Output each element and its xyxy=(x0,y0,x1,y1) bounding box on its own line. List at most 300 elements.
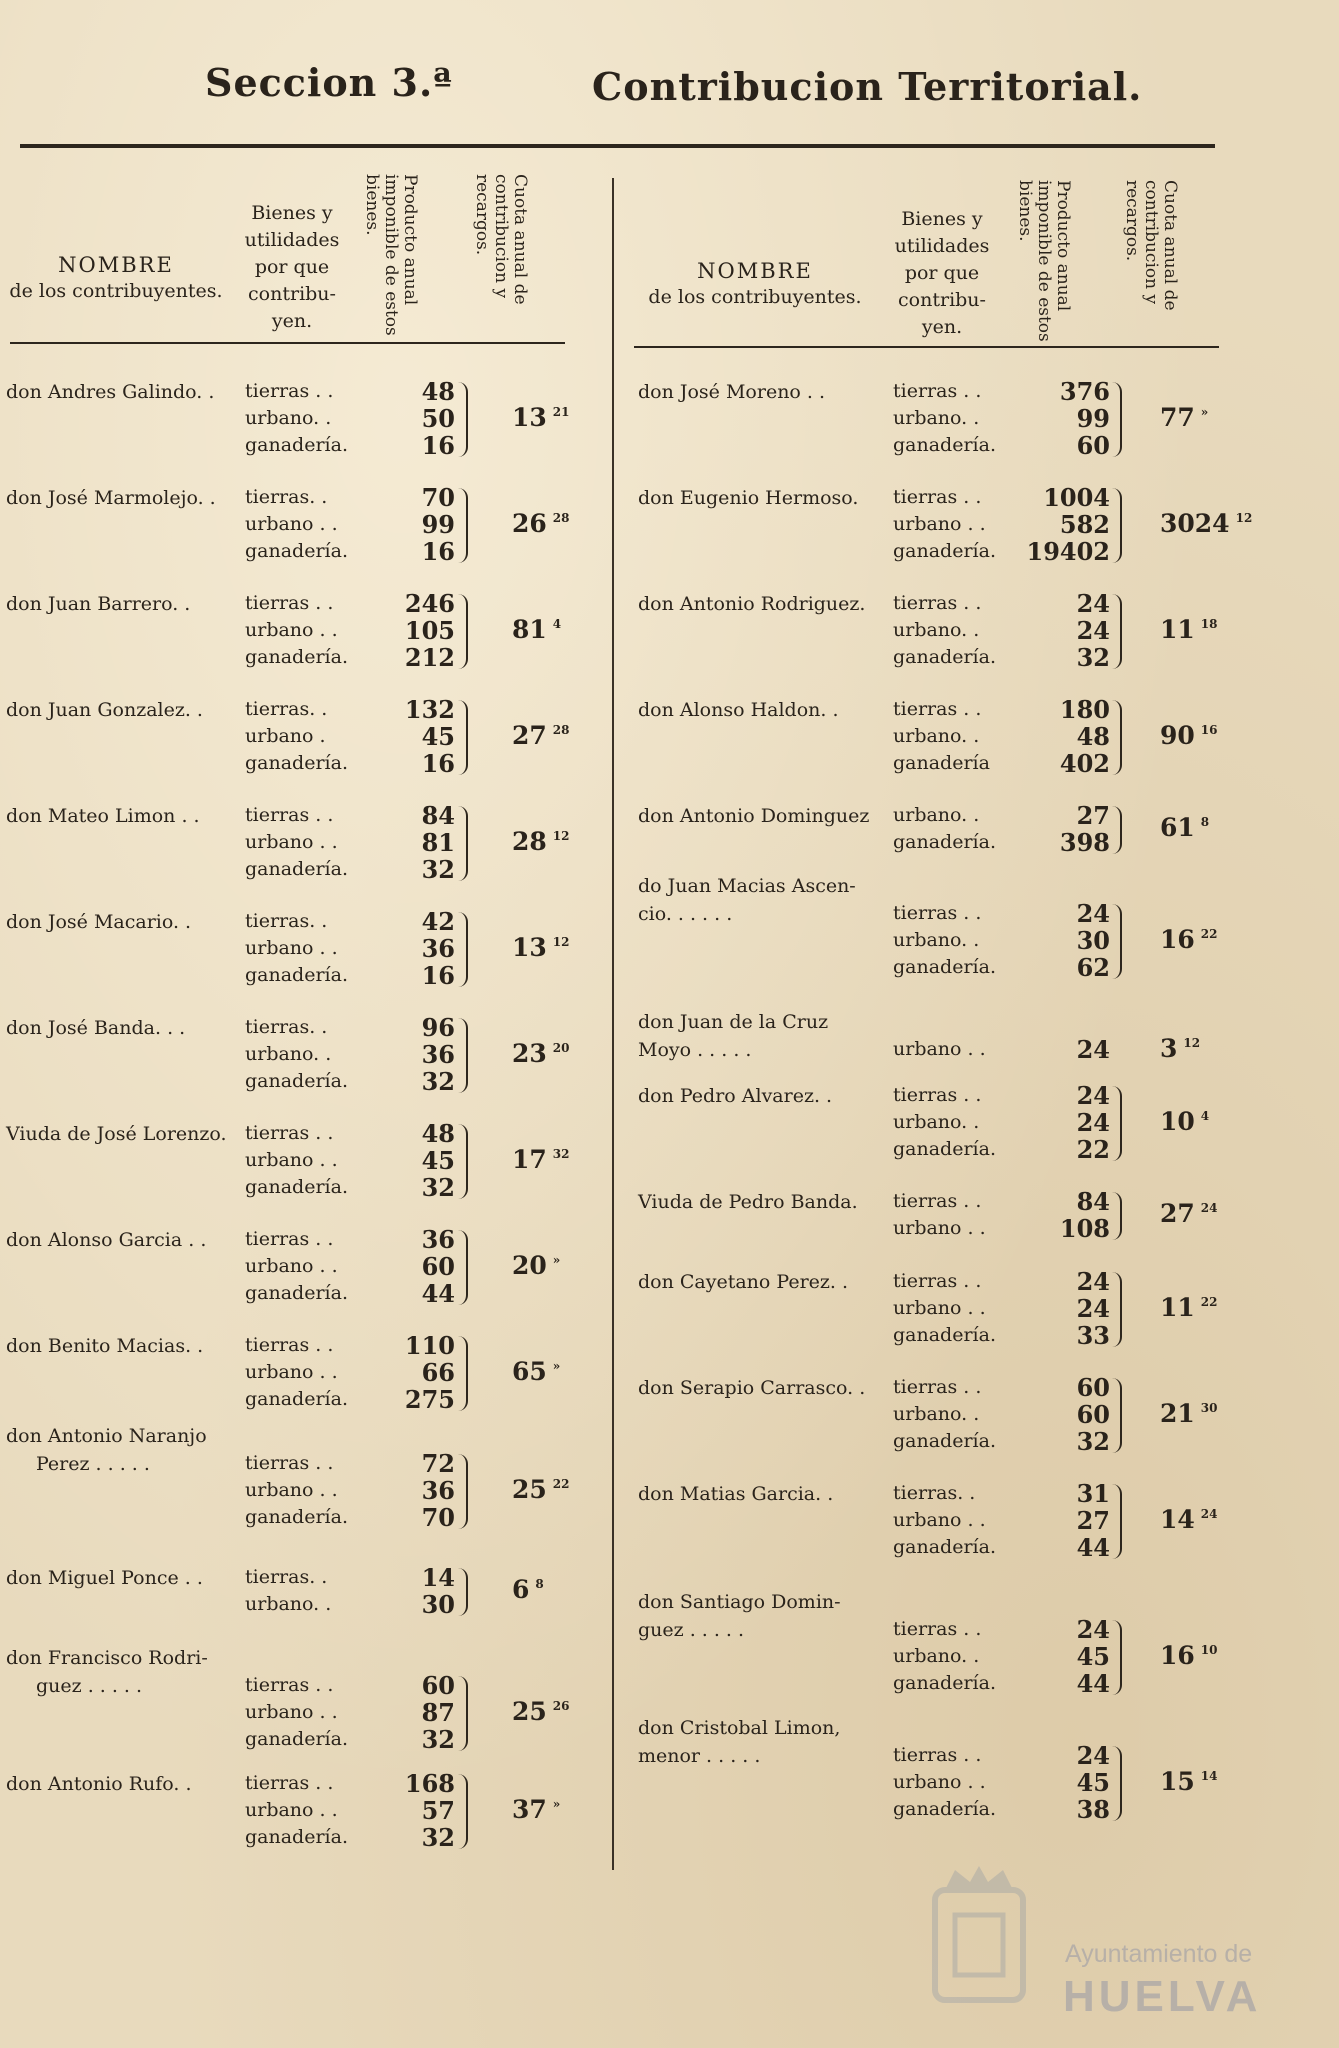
cuota-cents: 14 xyxy=(1200,1768,1218,1783)
bienes-item: urbano . . xyxy=(245,1255,338,1277)
cuota-anual xyxy=(1160,1641,1218,1670)
right-header-bienes xyxy=(886,206,998,341)
cuota-anual xyxy=(512,1475,570,1504)
cuota-anual xyxy=(1160,925,1218,954)
cuota-cents: 20 xyxy=(552,1040,570,1055)
contribuyente-name: don Antonio Dominguez xyxy=(638,805,870,827)
cuota-cents: 24 xyxy=(1200,1506,1218,1521)
bienes-item: urbano . . xyxy=(245,619,338,641)
producto-value: 398 xyxy=(1059,828,1110,857)
producto-values xyxy=(325,1332,455,1413)
contribuyente-name: don José Banda. . . xyxy=(6,1017,186,1039)
bienes-line: yen. xyxy=(921,316,963,338)
cuota-value: 3024 xyxy=(1160,508,1230,538)
top-rule xyxy=(20,144,1215,148)
grouping-brace xyxy=(458,1774,468,1849)
producto-value: 16 xyxy=(421,749,455,778)
bienes-item: ganadería. xyxy=(893,1138,996,1160)
cuota-anual xyxy=(1160,721,1218,750)
coat-of-arms-icon xyxy=(925,1860,1033,2010)
contribuyente-name: don Juan Barrero. . xyxy=(6,593,191,615)
cuota-value: 25 xyxy=(512,1474,547,1504)
producto-value: 24 xyxy=(1076,1267,1110,1296)
bienes-item: urbano. . xyxy=(245,1043,332,1065)
cuota-value: 6 xyxy=(512,1575,530,1604)
producto-value: 27 xyxy=(1076,1506,1110,1535)
producto-value: 30 xyxy=(421,1590,455,1619)
contribuyente-name: don Alonso Garcia . . xyxy=(6,1229,207,1251)
bienes-item: tierras . . xyxy=(893,902,982,924)
contribuyente-name: Viuda de Pedro Banda. xyxy=(638,1191,858,1213)
producto-values xyxy=(980,1188,1110,1242)
producto-value: 57 xyxy=(421,1796,455,1825)
grouping-brace xyxy=(458,700,468,775)
producto-value: 50 xyxy=(421,404,455,433)
bienes-item: ganadería. xyxy=(893,831,996,853)
producto-value: 38 xyxy=(1076,1795,1110,1824)
right-header-rule xyxy=(634,346,1219,348)
producto-value: 32 xyxy=(421,1067,455,1096)
producto-value: 168 xyxy=(404,1769,455,1798)
producto-values xyxy=(980,1480,1110,1561)
nombre-label: NOMBRE xyxy=(697,259,813,283)
cuota-value: 65 xyxy=(512,1356,547,1386)
producto-value: 60 xyxy=(1076,1373,1110,1402)
cuota-cents: 12 xyxy=(1235,510,1253,525)
producto-value: 132 xyxy=(404,695,455,724)
bienes-item: ganadería. xyxy=(893,434,996,456)
producto-value: 16 xyxy=(421,431,455,460)
producto-value: 99 xyxy=(1076,404,1110,433)
contribuyente-name: don José Marmolejo. . xyxy=(6,487,216,509)
producto-value: 70 xyxy=(421,1503,455,1532)
bienes-item: urbano. . xyxy=(893,929,980,951)
producto-value: 30 xyxy=(1076,926,1110,955)
cuota-anual xyxy=(1160,1293,1218,1322)
bienes-item: tierras . . xyxy=(893,1190,982,1212)
producto-value: 60 xyxy=(1076,431,1110,460)
contribuyente-name: don Santiago Domin- xyxy=(638,1591,841,1613)
grouping-brace xyxy=(458,1676,468,1751)
producto-values xyxy=(980,1742,1110,1823)
cuota-value: 27 xyxy=(1160,1199,1195,1228)
cuota-cents: » xyxy=(1200,404,1209,419)
producto-value: 582 xyxy=(1059,510,1110,539)
nombre-sublabel: de los contribuyentes. xyxy=(9,280,223,302)
grouping-brace xyxy=(1112,1272,1122,1347)
cuota-cents: 8 xyxy=(1200,815,1210,829)
bienes-item: ganadería xyxy=(893,752,990,774)
producto-value: 60 xyxy=(421,1671,455,1700)
producto-value: 36 xyxy=(421,1476,455,1505)
producto-value: 44 xyxy=(421,1279,455,1308)
cuota-cents: » xyxy=(552,1358,561,1373)
bienes-item: urbano. . xyxy=(893,1645,980,1667)
contribuyente-name: don Matias Garcia. . xyxy=(638,1483,834,1505)
producto-value: 31 xyxy=(1076,1479,1110,1508)
bienes-item: ganadería. xyxy=(893,1324,996,1346)
watermark-line2: HUELVA xyxy=(1063,1972,1262,2021)
producto-values xyxy=(325,1014,455,1095)
bienes-item: urbano . . xyxy=(245,831,338,853)
cuota-anual xyxy=(512,1039,570,1068)
cuota-value: 11 xyxy=(1160,1292,1195,1322)
cuota-value: 26 xyxy=(512,508,547,538)
section-heading: Seccion 3.ª xyxy=(205,60,453,105)
producto-values xyxy=(325,908,455,989)
left-header-producto: Producto anual imponible de estos bienes. xyxy=(362,174,420,336)
bienes-item: ganadería. xyxy=(893,1536,996,1558)
bienes-item: tierras . . xyxy=(245,1674,334,1696)
producto-value: 24 xyxy=(1076,1035,1110,1064)
bienes-item: tierras. . xyxy=(245,1566,328,1588)
grouping-brace xyxy=(458,806,468,881)
producto-values xyxy=(980,378,1110,459)
cuota-anual xyxy=(512,933,570,962)
contribuyente-name: don Pedro Alvarez. . xyxy=(638,1085,833,1107)
contribuyente-name: don Alonso Haldon. . xyxy=(638,699,839,721)
producto-value: 45 xyxy=(1076,1642,1110,1671)
producto-value: 275 xyxy=(404,1385,455,1414)
producto-value: 60 xyxy=(421,1252,455,1281)
grouping-brace xyxy=(458,594,468,669)
contribuyente-name-continued: guez . . . . . xyxy=(638,1619,745,1641)
bienes-item: urbano. . xyxy=(245,407,332,429)
producto-value: 24 xyxy=(1076,1294,1110,1323)
bienes-item: ganadería. xyxy=(245,646,348,668)
cuota-value: 81 xyxy=(512,614,547,644)
bienes-item: urbano . . xyxy=(893,513,986,535)
producto-values xyxy=(325,802,455,883)
bienes-item: tierras . . xyxy=(245,804,334,826)
bienes-item: urbano . . xyxy=(245,1701,338,1723)
bienes-item: ganadería. xyxy=(893,1430,996,1452)
bienes-item: ganadería. xyxy=(245,1070,348,1092)
cuota-anual xyxy=(512,1697,570,1726)
bienes-line: Bienes y xyxy=(901,208,983,230)
bienes-item: ganadería. xyxy=(893,646,996,668)
cuota-cents: » xyxy=(552,1252,561,1267)
cuota-value: 27 xyxy=(512,720,547,750)
bienes-item: ganadería. xyxy=(893,540,996,562)
producto-values xyxy=(325,590,455,671)
producto-values xyxy=(980,1268,1110,1349)
cuota-cents: 12 xyxy=(552,934,570,949)
grouping-brace xyxy=(458,1454,468,1529)
bienes-item: urbano . xyxy=(245,725,326,747)
cuota-anual xyxy=(1160,813,1209,842)
grouping-brace xyxy=(458,1336,468,1411)
bienes-item: urbano. . xyxy=(893,619,980,641)
bienes-line: por que xyxy=(904,262,980,284)
bienes-item: ganadería. xyxy=(245,540,348,562)
producto-value: 376 xyxy=(1059,377,1110,406)
bienes-item: urbano. . xyxy=(893,1403,980,1425)
cuota-value: 21 xyxy=(1160,1398,1195,1428)
grouping-brace xyxy=(1112,382,1122,457)
producto-values xyxy=(980,484,1110,565)
producto-values xyxy=(980,1374,1110,1455)
cuota-anual xyxy=(1160,1199,1218,1228)
bienes-item: ganadería. xyxy=(245,434,348,456)
nombre-sublabel: de los contribuyentes. xyxy=(648,286,862,308)
producto-value: 19402 xyxy=(1026,537,1110,566)
cuota-cents: 4 xyxy=(1200,1108,1210,1123)
bienes-item: tierras. . xyxy=(893,1482,976,1504)
producto-value: 60 xyxy=(1076,1400,1110,1429)
producto-value: 42 xyxy=(421,907,455,936)
producto-values xyxy=(980,1082,1110,1163)
cuota-value: 3 xyxy=(1160,1033,1178,1063)
producto-values xyxy=(325,1564,455,1618)
cuota-value: 11 xyxy=(1160,614,1195,644)
contribuyente-name: don Francisco Rodri- xyxy=(6,1647,208,1669)
cuota-anual xyxy=(512,1795,560,1824)
producto-value: 48 xyxy=(421,1119,455,1148)
bienes-item: urbano . . xyxy=(245,513,338,535)
contribuyente-name: do Juan Macias Ascen- xyxy=(638,875,856,897)
contribuyente-name: don Serapio Carrasco. . xyxy=(638,1377,866,1399)
bienes-item: tierras . . xyxy=(893,1270,982,1292)
cuota-cents: 18 xyxy=(1200,616,1218,631)
contribuyente-name: don Cristobal Limon, xyxy=(638,1717,841,1739)
bienes-line: Bienes y xyxy=(251,202,333,224)
producto-values xyxy=(980,590,1110,671)
bienes-item: ganadería. xyxy=(893,1798,996,1820)
bienes-item: urbano. . xyxy=(893,407,980,429)
cuota-anual xyxy=(1160,403,1208,432)
grouping-brace xyxy=(458,912,468,987)
bienes-item: tierras. . xyxy=(245,698,328,720)
cuota-cents: 24 xyxy=(1200,1201,1218,1215)
bienes-line: contribu- xyxy=(248,283,336,305)
left-header-bienes xyxy=(236,200,348,335)
grouping-brace xyxy=(1112,700,1122,775)
producto-value: 96 xyxy=(421,1013,455,1042)
grouping-brace xyxy=(1112,1086,1122,1161)
bienes-list xyxy=(893,1036,986,1063)
cuota-cents: 16 xyxy=(1200,722,1218,737)
cuota-cents: 26 xyxy=(552,1698,570,1713)
cuota-cents: 8 xyxy=(535,1577,544,1591)
producto-value: 402 xyxy=(1059,749,1110,778)
cuota-value: 16 xyxy=(1160,1640,1195,1670)
right-header-producto: Producto anual imponible de estos bienes. xyxy=(1015,180,1073,342)
contribuyente-name: don Antonio Naranjo xyxy=(6,1425,207,1447)
producto-value: 1004 xyxy=(1043,483,1110,512)
cuota-cents: 4 xyxy=(552,616,562,631)
producto-values xyxy=(325,1120,455,1201)
column-separator xyxy=(612,178,614,1870)
producto-value: 44 xyxy=(1076,1533,1110,1562)
contribuyente-name: don Cayetano Perez. . xyxy=(638,1271,849,1293)
bienes-item: tierras. . xyxy=(245,910,328,932)
contribuyente-name: don Antonio Rodriguez. xyxy=(638,593,866,615)
bienes-item: tierras . . xyxy=(893,1084,982,1106)
cuota-value: 15 xyxy=(1160,1766,1195,1796)
bienes-line: contribu- xyxy=(898,289,986,311)
producto-value: 66 xyxy=(421,1358,455,1387)
cuota-cents: 12 xyxy=(1183,1035,1201,1050)
bienes-line: yen. xyxy=(271,310,313,332)
cuota-cents: 12 xyxy=(552,828,570,843)
producto-value: 32 xyxy=(421,1173,455,1202)
cuota-cents: 22 xyxy=(1200,926,1218,941)
contribuyente-name: don Benito Macias. . xyxy=(6,1335,204,1357)
cuota-value: 13 xyxy=(512,932,547,962)
grouping-brace xyxy=(1112,1484,1122,1559)
producto-value: 27 xyxy=(1076,801,1110,830)
contribuyente-name: don Antonio Rufo. . xyxy=(6,1773,192,1795)
grouping-brace xyxy=(1112,806,1122,854)
bienes-list xyxy=(893,1188,986,1242)
producto-value: 48 xyxy=(1076,722,1110,751)
cuota-value: 61 xyxy=(1160,813,1195,842)
cuota-anual xyxy=(1160,1034,1200,1063)
bienes-item: ganadería. xyxy=(245,1506,348,1528)
grouping-brace xyxy=(458,488,468,563)
bienes-item: ganadería. xyxy=(245,1282,348,1304)
producto-value: 84 xyxy=(1076,1187,1110,1216)
bienes-item: urbano . . xyxy=(245,1361,338,1383)
producto-value: 45 xyxy=(421,1146,455,1175)
bienes-item: tierras . . xyxy=(893,380,982,402)
cuota-cents: » xyxy=(552,1796,561,1811)
page-title: Contribucion Territorial. xyxy=(592,64,1143,109)
contribuyente-name-continued: guez . . . . . xyxy=(36,1675,143,1697)
contribuyente-name-continued: Perez . . . . . xyxy=(36,1453,150,1475)
contribuyente-name: Viuda de José Lorenzo. xyxy=(6,1123,227,1145)
bienes-item: urbano. . xyxy=(893,725,980,747)
producto-value: 32 xyxy=(1076,643,1110,672)
cuota-cents: 28 xyxy=(552,510,570,525)
cuota-anual xyxy=(512,1575,544,1604)
cuota-value: 23 xyxy=(512,1038,547,1068)
contribuyente-name: don Mateo Limon . . xyxy=(6,805,200,827)
cuota-value: 14 xyxy=(1160,1504,1195,1534)
bienes-item: ganadería. xyxy=(893,956,996,978)
bienes-item: urbano. . xyxy=(893,1111,980,1133)
grouping-brace xyxy=(1112,1620,1122,1695)
producto-value: 32 xyxy=(421,1725,455,1754)
producto-value: 62 xyxy=(1076,953,1110,982)
producto-value: 36 xyxy=(421,1040,455,1069)
grouping-brace xyxy=(458,1124,468,1199)
producto-values xyxy=(980,1036,1110,1063)
producto-value: 45 xyxy=(421,722,455,751)
right-header-cuota: Cuota anual de contribucion y recargos. xyxy=(1122,180,1180,311)
producto-value: 45 xyxy=(1076,1768,1110,1797)
bienes-item: urbano . . xyxy=(245,1799,338,1821)
grouping-brace xyxy=(458,1568,468,1616)
cuota-value: 13 xyxy=(512,402,547,432)
producto-value: 70 xyxy=(421,483,455,512)
producto-value: 24 xyxy=(1076,1615,1110,1644)
producto-values xyxy=(325,1672,455,1753)
bienes-item: tierras . . xyxy=(245,380,334,402)
producto-value: 110 xyxy=(404,1331,455,1360)
producto-value: 32 xyxy=(421,1823,455,1852)
contribuyente-name: don Juan de la Cruz xyxy=(638,1011,829,1033)
bienes-item: tierras . . xyxy=(245,592,334,614)
cuota-anual xyxy=(1160,1399,1218,1428)
bienes-item: tierras . . xyxy=(245,1334,334,1356)
bienes-item: urbano . . xyxy=(245,1149,338,1171)
bienes-list xyxy=(893,696,990,777)
bienes-item: tierras . . xyxy=(245,1452,334,1474)
grouping-brace xyxy=(458,1018,468,1093)
producto-value: 99 xyxy=(421,510,455,539)
grouping-brace xyxy=(1112,904,1122,979)
producto-value: 44 xyxy=(1076,1669,1110,1698)
right-header-nombre xyxy=(630,258,880,310)
bienes-item: tierras. . xyxy=(245,486,328,508)
producto-value: 24 xyxy=(1076,1108,1110,1137)
cuota-value: 16 xyxy=(1160,924,1195,954)
producto-value: 16 xyxy=(421,961,455,990)
cuota-value: 25 xyxy=(512,1696,547,1726)
producto-value: 36 xyxy=(421,934,455,963)
bienes-item: ganadería. xyxy=(245,858,348,880)
bienes-item: tierras . . xyxy=(245,1228,334,1250)
producto-value: 87 xyxy=(421,1698,455,1727)
cuota-anual xyxy=(512,1251,560,1280)
producto-value: 84 xyxy=(421,801,455,830)
cuota-value: 77 xyxy=(1160,402,1195,432)
grouping-brace xyxy=(1112,1746,1122,1821)
producto-value: 105 xyxy=(404,616,455,645)
cuota-anual xyxy=(512,721,570,750)
producto-value: 24 xyxy=(1076,616,1110,645)
grouping-brace xyxy=(1112,1378,1122,1453)
bienes-item: tierras . . xyxy=(245,1122,334,1144)
bienes-item: tierras . . xyxy=(245,1772,334,1794)
bienes-item: urbano. . xyxy=(245,1593,332,1615)
producto-values xyxy=(980,900,1110,981)
contribuyente-name: don Juan Gonzalez. . xyxy=(6,699,203,721)
cuota-value: 17 xyxy=(512,1144,547,1174)
cuota-value: 10 xyxy=(1160,1106,1195,1136)
producto-values xyxy=(325,484,455,565)
producto-value: 24 xyxy=(1076,899,1110,928)
producto-value: 246 xyxy=(404,589,455,618)
producto-value: 32 xyxy=(421,855,455,884)
cuota-value: 20 xyxy=(512,1250,547,1280)
producto-values xyxy=(325,378,455,459)
producto-value: 14 xyxy=(421,1563,455,1592)
cuota-cents: 22 xyxy=(552,1476,570,1491)
contribuyente-name: don Miguel Ponce . . xyxy=(6,1567,203,1589)
cuota-cents: 21 xyxy=(552,404,570,419)
cuota-anual xyxy=(512,615,561,644)
left-header-rule xyxy=(10,342,565,344)
producto-value: 108 xyxy=(1059,1214,1110,1243)
contribuyente-name-continued: menor . . . . . xyxy=(638,1745,761,1767)
cuota-anual xyxy=(1160,1505,1218,1534)
bienes-line: utilidades xyxy=(244,229,340,251)
bienes-item: ganadería. xyxy=(245,752,348,774)
producto-value: 22 xyxy=(1076,1135,1110,1164)
producto-values xyxy=(325,696,455,777)
bienes-item: urbano . . xyxy=(245,937,338,959)
producto-values xyxy=(325,1226,455,1307)
cuota-value: 28 xyxy=(512,826,547,856)
bienes-item: urbano . . xyxy=(893,1038,986,1060)
grouping-brace xyxy=(1112,488,1122,563)
cuota-cents: 22 xyxy=(1200,1294,1218,1309)
grouping-brace xyxy=(1112,594,1122,669)
contribuyente-name: don Eugenio Hermoso. xyxy=(638,487,859,509)
